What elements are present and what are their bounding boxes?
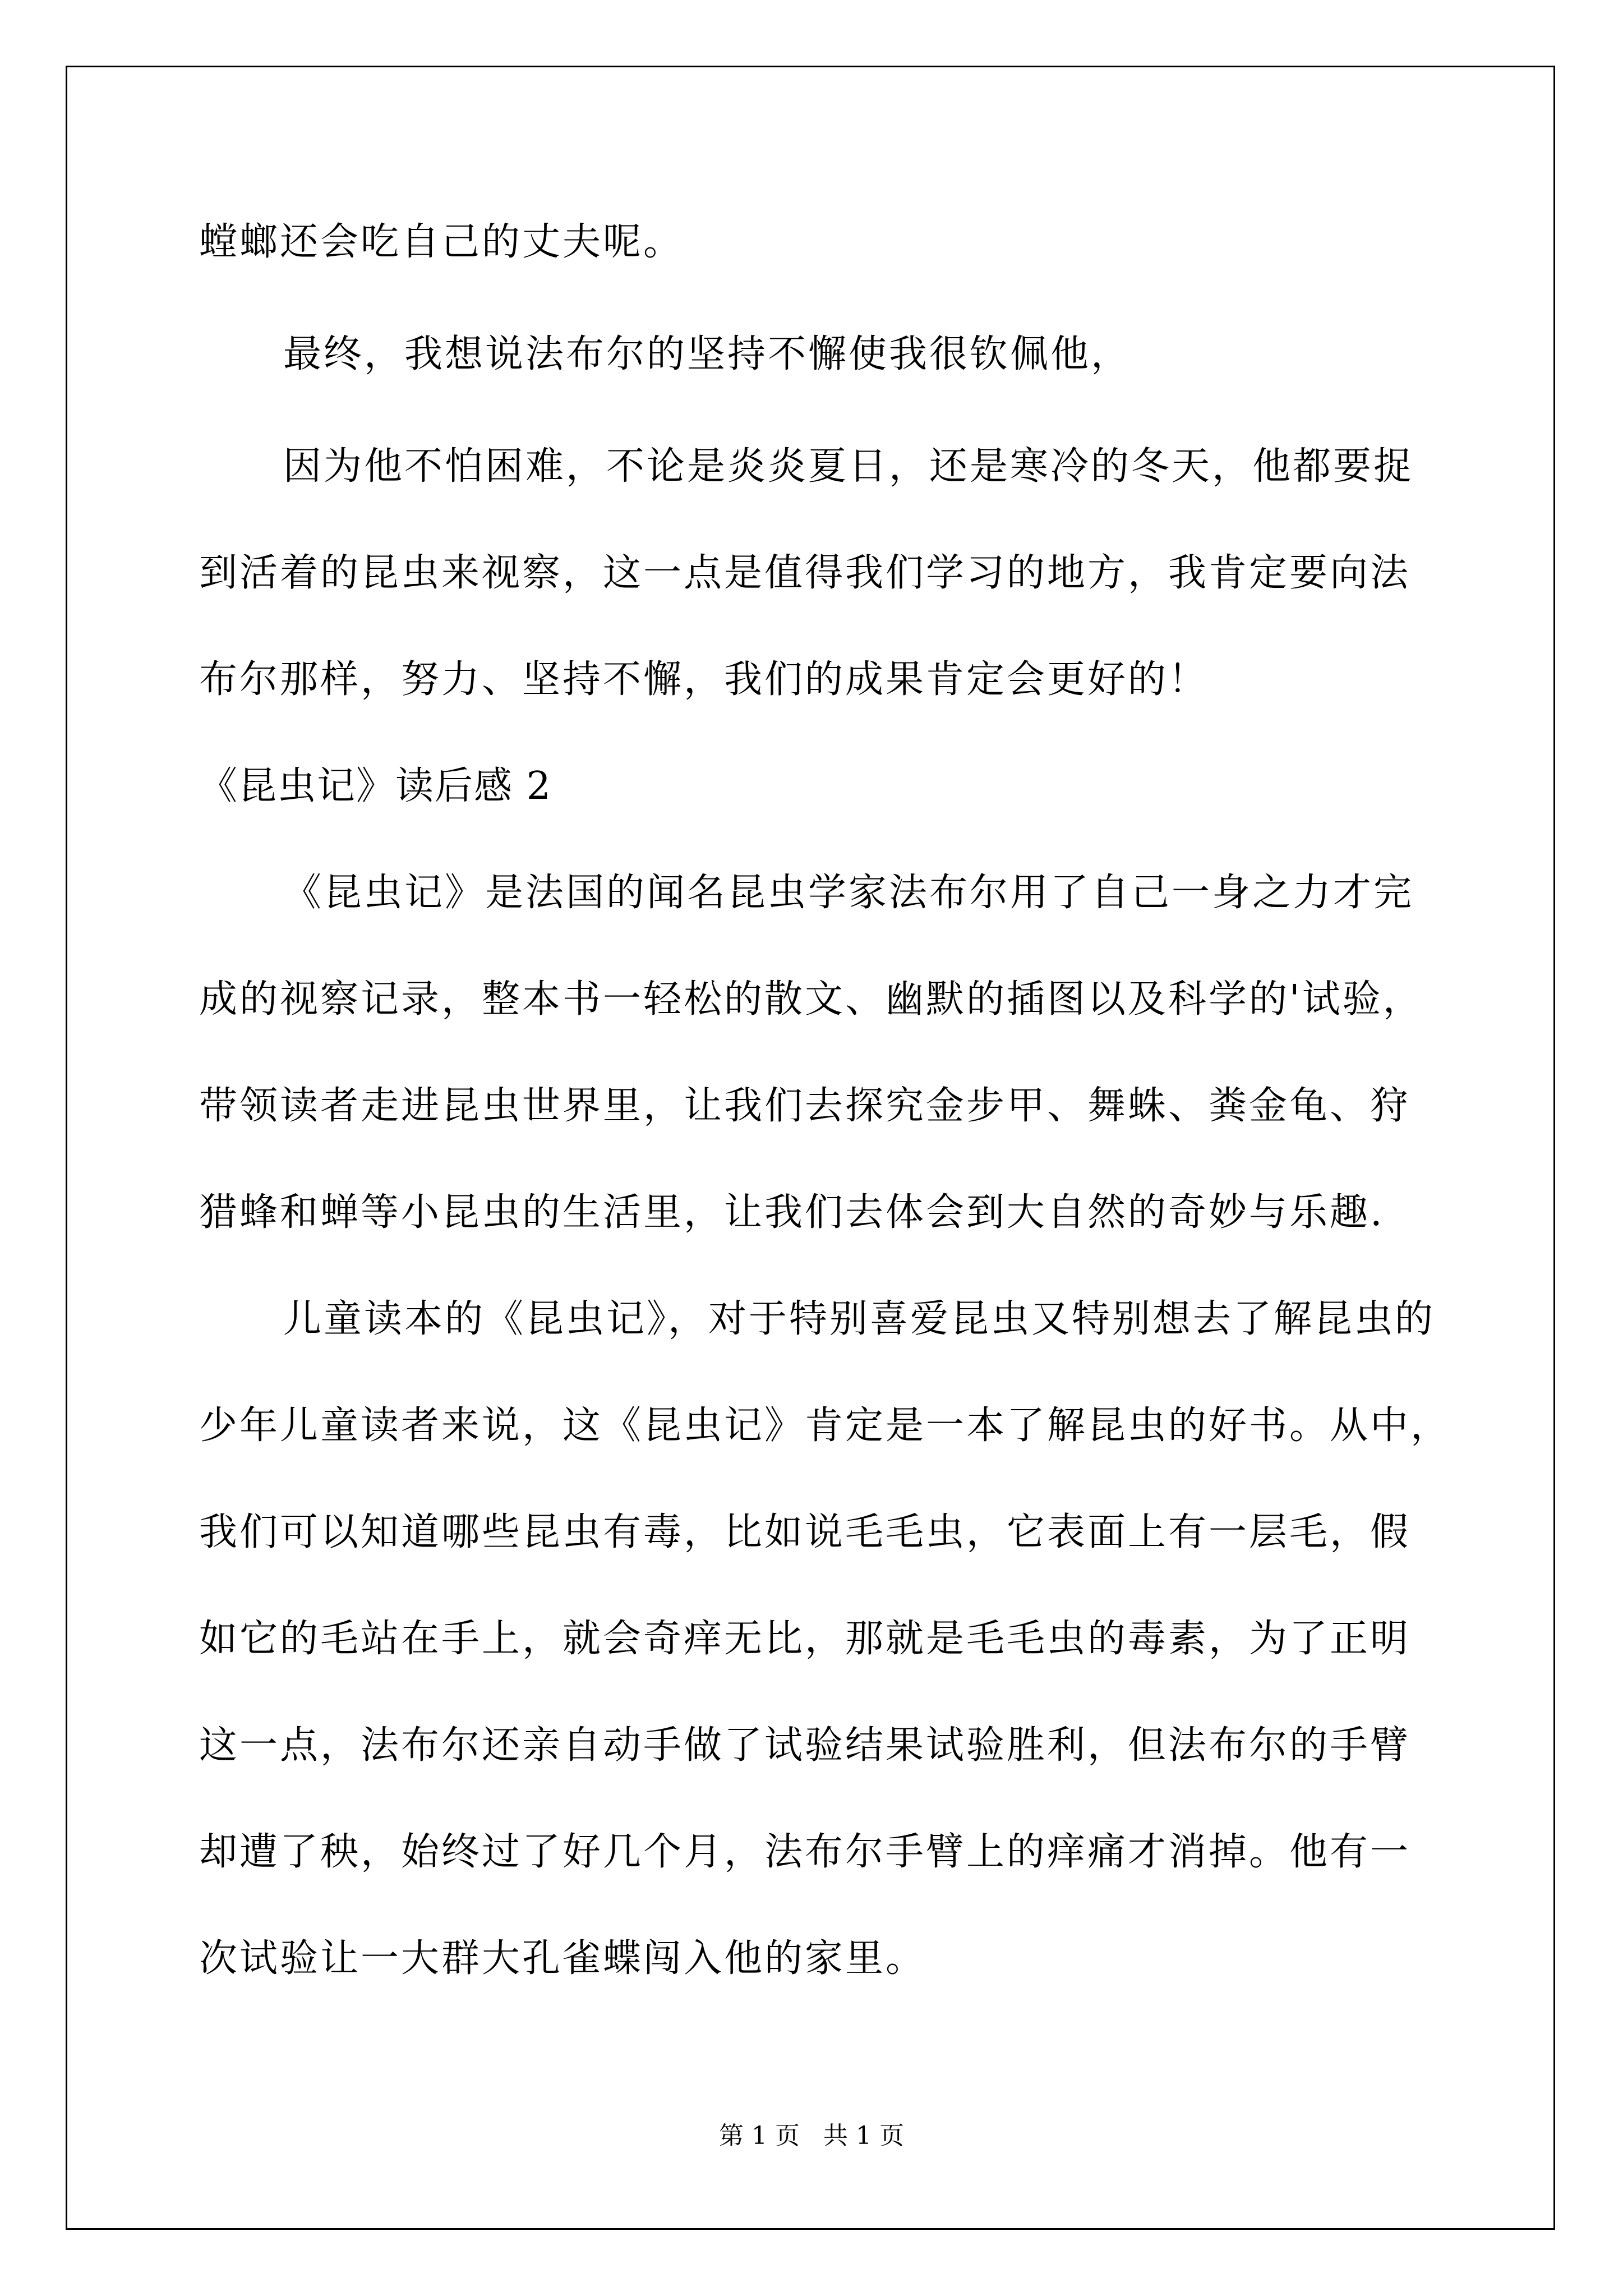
text-line: 猎蜂和蝉等小昆虫的生活里，让我们去体会到大自然的奇妙与乐趣. xyxy=(199,1190,1385,1235)
text-line: 带领读者走进昆虫世界里，让我们去探究金步甲、舞蛛、粪金龟、狩 xyxy=(199,1084,1411,1128)
text-line: 这一点，法布尔还亲自动手做了试验结果试验胜利，但法布尔的手臂 xyxy=(199,1723,1411,1768)
text-line: 布尔那样，努力、坚持不懈，我们的成果肯定会更好的！ xyxy=(199,657,1209,702)
text-line: 少年儿童读者来说，这《昆虫记》肯定是一本了解昆虫的好书。从中， xyxy=(199,1404,1451,1448)
text-line: 因为他不怕困难，不论是炎炎夏日，还是寒冷的冬天，他都要捉 xyxy=(283,444,1414,489)
text-line: 最终，我想说法布尔的坚持不懈使我很钦佩他， xyxy=(283,332,1132,376)
text-line: 如它的毛站在手上，就会奇痒无比，那就是毛毛虫的毒素，为了正明 xyxy=(199,1617,1411,1661)
text-line: 我们可以知道哪些昆虫有毒，比如说毛毛虫，它表面上有一层毛，假 xyxy=(199,1510,1411,1554)
section-heading: 《昆虫记》读后感 2 xyxy=(199,764,552,808)
text-line: 《昆虫记》是法国的闻名昆虫学家法布尔用了自己一身之力才完 xyxy=(283,871,1414,915)
text-line: 成的视察记录，整本书一轻松的散文、幽默的插图以及科学的'试验， xyxy=(199,977,1423,1022)
page-border xyxy=(66,66,1555,2230)
text-line: 到活着的昆虫来视察，这一点是值得我们学习的地方，我肯定要向法 xyxy=(199,551,1411,595)
text-line: 儿童读本的《昆虫记》，对于特别喜爱昆虫又特别想去了解昆虫的 xyxy=(283,1297,1436,1341)
text-line: 次试验让一大群大孔雀蝶闯入他的家里。 xyxy=(199,1936,926,1981)
text-line: 却遭了秧，始终过了好几个月，法布尔手臂上的痒痛才消掉。他有一 xyxy=(199,1830,1411,1874)
page-number-footer: 第 1 页 共 1 页 xyxy=(719,2122,904,2150)
text-line: 螳螂还会吃自己的丈夫呢。 xyxy=(199,220,684,264)
